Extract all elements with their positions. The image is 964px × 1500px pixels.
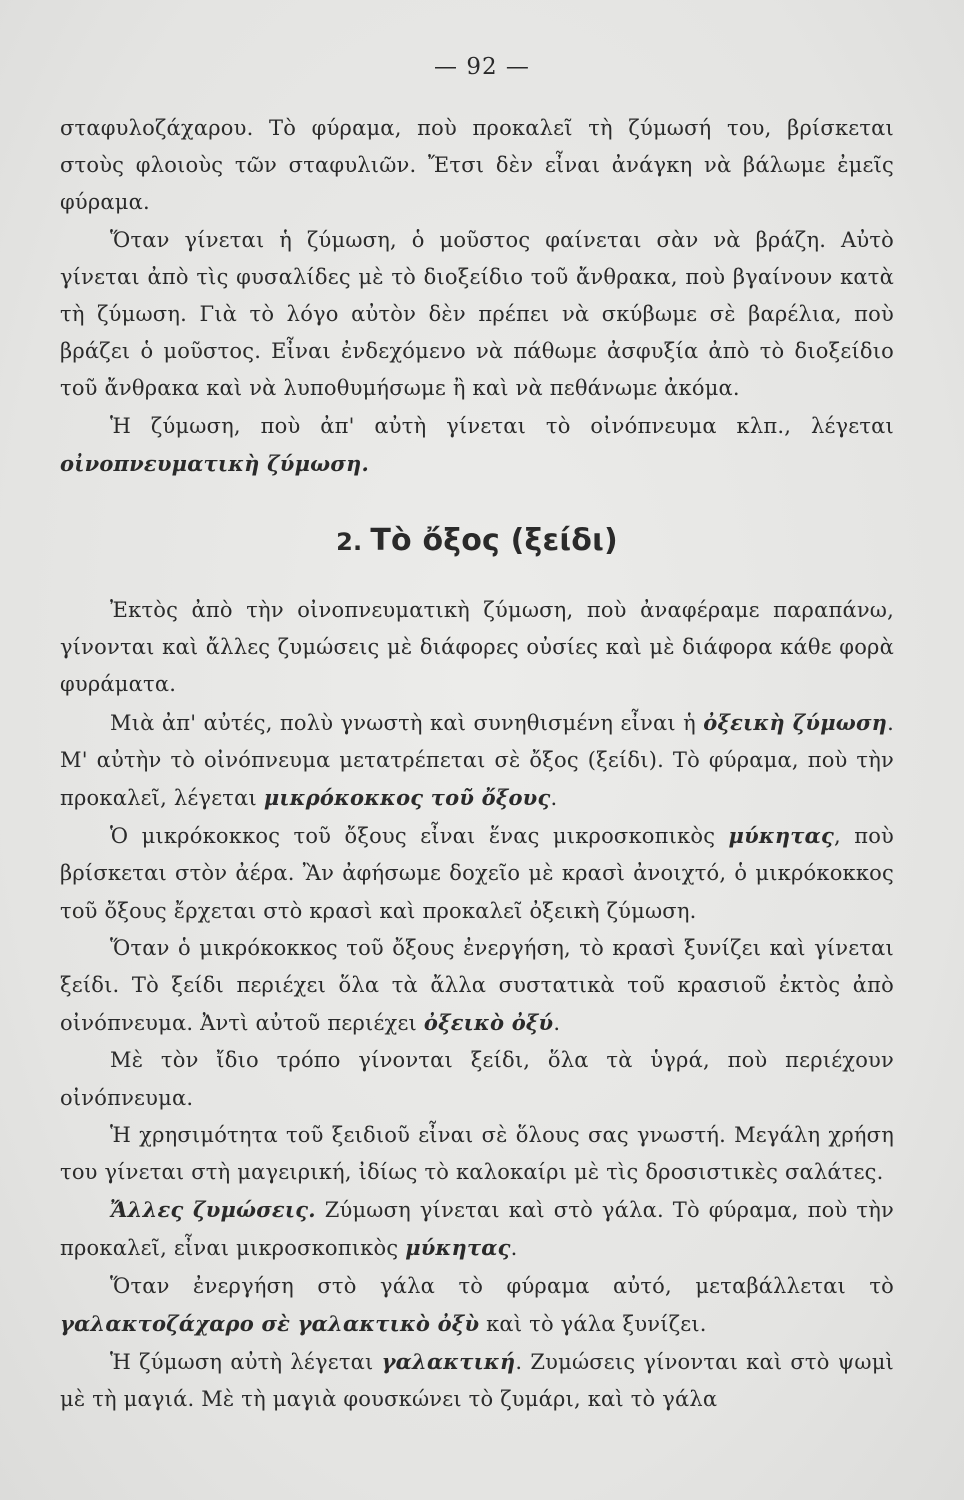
paragraph-text: Ἡ ζύμωση αὐτὴ λέγεται	[110, 1350, 374, 1375]
paragraph-text: Μιὰ ἀπ' αὐτές, πολὺ γνωστὴ καὶ συνηθισμένη εἶναι ἡ	[110, 710, 696, 735]
paragraph-text: . Ζυμώσεις γίνονται καὶ στὸ ψωμὶ μὲ τὴ μαγιά. Μὲ τὴ μαγιὰ φουσκώνει τὸ ζυμάρι, καὶ τὸ γάλα	[60, 1350, 894, 1412]
paragraph: Ὅταν γίνεται ἡ ζύμωση, ὁ μοῦστος φαίνεται σὰν νὰ βράζη. Αὐτὸ γίνεται ἀπὸ τὶς φυσαλίδες μὲ τὸ διοξείδιο τοῦ ἄνθρακα, ποὺ βγαίνουν κατὰ τὴ ζύμωση. Γιὰ τὸ λόγο αὐτὸν δὲν πρέπει νὰ σκύβωμε σὲ βαρέλια, ποὺ βράζει ὁ μοῦστος. Εἶναι ἐνδεχόμενο νὰ πάθωμε ἀσφυξία ἀπὸ τὸ διοξείδιο τοῦ ἄνθρακα καὶ νὰ λυποθυμήσωμε ἢ καὶ νὰ πεθάνωμε ἀκόμα.	[60, 227, 894, 401]
key-term: μύκητας	[405, 1235, 511, 1261]
key-term: γαλακτική	[381, 1349, 516, 1375]
section-heading	[60, 521, 894, 562]
page-number: — 92 —	[434, 54, 530, 80]
key-term: ὀξεικὸ ὀξύ	[423, 1010, 554, 1036]
paragraph: Μὲ τὸν ἴδιο τρόπο γίνονται ξείδι, ὅλα τὰ ὑγρά, ποὺ περιέχουν οἰνόπνευμα.	[60, 1048, 894, 1110]
paragraph-text: .	[550, 786, 558, 811]
key-term: οἰνοπνευματικὴ ζύμωση.	[60, 450, 370, 476]
section-title: Τὸ ὄξος (ξείδι)	[370, 523, 618, 559]
paragraph	[60, 408, 894, 483]
paragraph-text: καὶ τὸ γάλα ξυνίζει.	[486, 1311, 707, 1336]
paragraph-text: Ὅταν ὁ μικρόκοκκος τοῦ ὄξους ἐνεργήση, τὸ κρασὶ ξυνίζει καὶ γίνεται ξείδι. Τὸ ξείδι περιέχει ὅλα τὰ ἄλλα συστατικὰ τοῦ κρασιοῦ ἐκτὸς ἀπὸ οἰνόπνευμα. Ἀντὶ αὐτοῦ περιέχει	[60, 935, 894, 1036]
paragraph-text: .	[510, 1236, 518, 1261]
paragraph	[60, 1268, 894, 1343]
paragraph-text: . Μ' αὐτὴν τὸ οἰνόπνευμα μετατρέπεται σὲ ὄξος (ξείδι). Τὸ φύραμα, ποὺ τὴν προκαλεῖ, λέγεται	[60, 710, 894, 811]
page-text	[60, 110, 894, 1419]
section-number: 2.	[336, 528, 363, 557]
paragraph-text: Ὅταν ἐνεργήση στὸ γάλα τὸ φύραμα αὐτό, μεταβάλλεται τὸ	[110, 1273, 894, 1298]
paragraph	[60, 1191, 894, 1267]
paragraph	[60, 704, 894, 818]
paragraph	[60, 1343, 894, 1418]
key-term: ὀξεικὴ ζύμωση	[703, 709, 888, 735]
paragraph: σταφυλοζάχαρου. Τὸ φύραμα, ποὺ προκαλεῖ τὴ ζύμωσή του, βρίσκεται στοὺς φλοιοὺς τῶν σταφυλιῶν. Ἔτσι δὲν εἶναι ἀνάγκη νὰ βάλωμε ἐμεῖς φύραμα.	[60, 116, 894, 215]
paragraph: Ἡ χρησιμότητα τοῦ ξειδιοῦ εἶναι σὲ ὅλους σας γνωστή. Μεγάλη χρήση του γίνεται στὴ μαγειρική, ἰδίως τὸ καλοκαίρι μὲ τὶς δροσιστικὲς σαλάτες.	[60, 1122, 894, 1185]
paragraph	[60, 930, 894, 1043]
paragraph: Ἐκτὸς ἀπὸ τὴν οἰνοπνευματικὴ ζύμωση, ποὺ ἀναφέραμε παραπάνω, γίνονται καὶ ἄλλες ζυμώσεις μὲ διάφορες οὐσίες καὶ μὲ διάφορα κάθε φορὰ φυράματα.	[60, 598, 894, 697]
paragraph	[60, 817, 894, 930]
paragraph-text: Ὁ μικρόκοκκος τοῦ ὄξους εἶναι ἕνας μικροσκοπικὸς	[110, 824, 716, 849]
paragraph-text: , ποὺ βρίσκεται στὸν ἀέρα. Ἂν ἀφήσωμε δοχεῖο μὲ κρασὶ ἀνοιχτό, ὁ μικρόκοκκος τοῦ ὄξους ἔρχεται στὸ κρασὶ καὶ προκαλεῖ ὀξεικὴ ζύμωση.	[60, 824, 895, 923]
key-term: Ἄλλες ζυμώσεις.	[110, 1197, 316, 1223]
paragraph-text: Ζύμωση γίνεται καὶ στὸ γάλα. Τὸ φύραμα, ποὺ τὴν προκαλεῖ, εἶναι μικροσκοπικὸς	[60, 1198, 894, 1261]
key-term: μικρόκοκκος τοῦ ὄξους	[263, 785, 551, 811]
paragraph-text: .	[553, 1011, 561, 1036]
paragraph-text: Ἡ ζύμωση, ποὺ ἀπ' αὐτὴ γίνεται τὸ οἰνόπνευμα κλπ., λέγεται	[110, 413, 894, 438]
key-term: γαλακτοζάχαρο σὲ γαλακτικὸ ὀξὺ	[60, 1310, 480, 1336]
key-term: μύκητας	[728, 823, 834, 849]
